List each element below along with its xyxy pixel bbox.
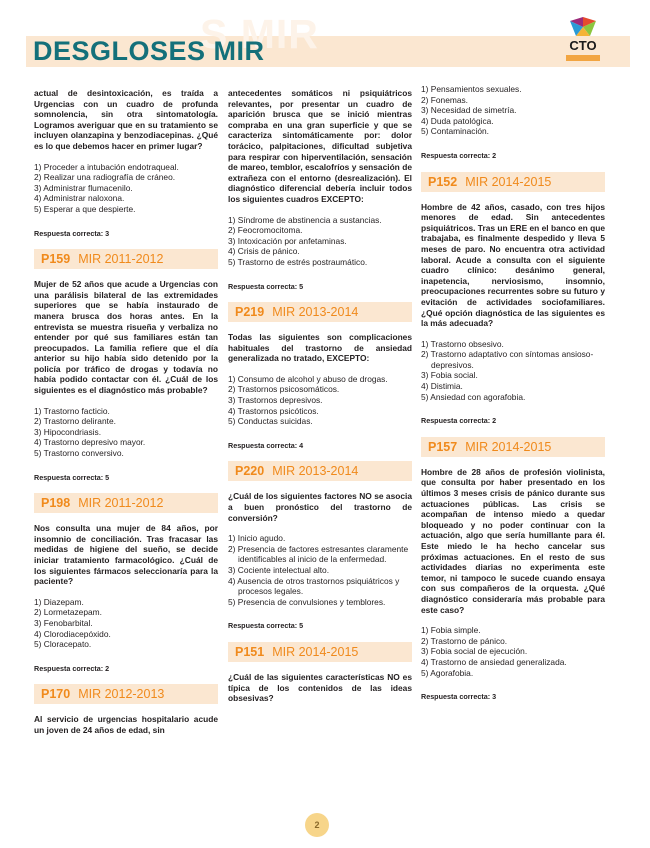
option: 2) Fonemas. [421,94,469,105]
option: 5) Presencia de convulsiones y temblores. [228,596,386,607]
question-header [421,437,605,457]
option: 5) Trastorno conversivo. [34,448,124,459]
question-number: P159 [41,252,71,267]
question-number: P220 [235,464,265,479]
question-text: ¿Cuál de los siguientes factores NO se asocia a buen pronóstico del trastorno de conversión? [228,491,412,523]
option: 5) Conductas suicidas. [228,416,313,427]
option: 2) Trastorno adaptativo con síntomas ansioso-depresivos. [421,349,594,370]
option: 4) Clorodiacepóxido. [34,628,111,639]
correct-answer: Respuesta correcta: 4 [228,440,304,450]
question-number: P170 [41,687,71,702]
option: 3) Trastornos depresivos. [228,395,323,406]
exam-year: MIR 2012-2013 [78,687,165,702]
option: 2) Trastornos psicosomáticos. [228,384,340,395]
option: 1) Diazepam. [34,596,84,607]
page-title: DESGLOSES MIR [33,36,265,66]
option: 4) Administrar naloxona. [34,193,125,204]
options-list [34,162,218,215]
column-3 [421,84,605,713]
correct-answer: Respuesta correcta: 2 [421,150,497,160]
option: 1) Síndrome de abstinencia a sustancias. [228,214,382,225]
option: 5) Agorafobia. [421,667,474,678]
options-list [228,215,412,268]
option: 5) Ansiedad con agorafobia. [421,391,526,402]
option: 5) Esperar a que despierte. [34,203,136,214]
options-list [421,339,605,403]
option: 1) Consumo de alcohol y abuso de drogas. [228,373,388,384]
correct-answer: Respuesta correcta: 3 [421,692,497,702]
correct-answer: Respuesta correcta: 5 [34,472,110,482]
question-text: Al servicio de urgencias hospitalario acude un joven de 24 años de edad, sin [34,714,218,735]
option: 2) Feocromocitoma. [228,225,303,236]
question-text: Hombre de 42 años, casado, con tres hijos menores de edad. Sin antecedentes psiquiátricos. Tras un ERE en el banco en que trabajaba, es finalmente despedido y lleva 5 meses de paro. No encuentra otra actividad laboral. Acude a consulta con el siguiente cuadro clínico: desánimo general, inapetencia, nerviosismo, insomnio, preocupaciones recurrentes sobre su futuro y evitación de actividades sociofamiliares. ¿Qué opción diagnóstica de las siguientes es la más adecuada? [421,201,605,329]
page-header [0,0,650,80]
column-1 [34,88,218,736]
question-header [34,493,218,513]
exam-year: MIR 2014-2015 [465,174,552,189]
correct-answer: Respuesta correcta: 2 [34,663,110,673]
option: 1) Proceder a intubación endotraqueal. [34,161,179,172]
option: 1) Pensamientos sexuales. [421,84,522,94]
question-number: P219 [235,305,265,320]
option: 4) Duda patológica. [421,115,494,126]
question-header [228,642,412,662]
option: 3) Cociente intelectual alto. [228,565,330,575]
question-header [228,302,412,322]
option: 2) Trastorno delirante. [34,416,116,427]
option: 1) Inicio agudo. [228,533,286,544]
question-number: P157 [428,439,458,454]
option: 4) Trastorno de ansiedad generalizada. [421,656,567,667]
question-text: antecedentes somáticos ni psiquiátricos relevantes, por presentar un cuadro de aparición brusca que se inició mientras compraba en una gran superficie y que se caracteriza sintomáticamente por: dolor torácico, palpitaciones, dificultad subjetiva para respirar con hiperventilación, sensación de mareo, temblor, escalofríos y sensación de extrañeza con el entorno (desrealización). El diagnóstico diferencial debería incluir todos los siguientes cuadros EXCEPTO: [228,88,412,204]
option: 5) Cloracepato. [34,639,92,650]
option: 3) Fobia social de ejecución. [421,646,528,657]
option: 2) Lormetazepam. [34,607,102,618]
options-list [228,374,412,427]
column-2 [228,88,412,704]
option: 4) Trastornos psicóticos. [228,405,319,416]
option: 4) Trastorno depresivo mayor. [34,437,146,448]
question-number: P198 [41,496,71,511]
question-header [34,249,218,269]
option: 4) Ausencia de otros trastornos psiquiátricos y procesos legales. [228,575,400,597]
options-list [421,84,605,137]
question-text: Hombre de 28 años de profesión violinista, que consulta por haber presentado en los últimos 3 meses crisis de pánico durante sus actuaciones públicas. Las crisis se acompañan de intenso miedo a quedar bloqueado y no poder continuar con la actuación, algo que sería humillante para él. Este miedo le ha hecho cancelar sus próximas actuaciones. En el resto de sus actividades diarias no experimenta este temor, ni tampoco le sucede cuando ensaya con sus compañeros de la orquesta. ¿Qué diagnóstico consideraría más probable para este caso? [421,466,605,615]
option: 5) Trastorno de estrés postraumático. [228,256,368,267]
option: 3) Administrar flumacenilo. [34,182,133,193]
question-header [421,172,605,192]
options-list [34,597,218,650]
question-text: ¿Cuál de las siguientes características NO es típica de los contenidos de las ideas obsesivas? [228,671,412,704]
cto-logo-icon [567,16,599,38]
options-list [34,406,218,459]
correct-answer: Respuesta correcta: 5 [228,281,304,291]
header-title-shadow: S MIR [200,11,319,57]
option: 3) Hipocondriasis. [34,426,102,437]
option: 3) Fenobarbital. [34,617,93,628]
exam-year: MIR 2013-2014 [272,305,359,320]
exam-year: MIR 2014-2015 [465,439,552,454]
exam-year: MIR 2014-2015 [272,644,359,659]
exam-year: MIR 2011-2012 [78,252,164,267]
page-number: 2 [305,813,329,837]
question-text: Nos consulta una mujer de 84 años, por insomnio de conciliación. Tras fracasar las medidas de higiene del sueño, se decide iniciar tratamiento farmacológico. ¿Cuál de los siguientes fármacos seleccionaría para la paciente? [34,523,218,587]
question-text: Mujer de 52 años que acude a Urgencias con una parálisis bilateral de las extremidades superiores que se había instaurado de manera brusca dos horas antes. En la entrevista se muestra risueña y verbaliza no entender por qué sus familiares están tan preocupados. La familia refiere que el día anterior su hijo había sido detenido por la policía por tráfico de drogas y todavía no había podido contactar con él. ¿Cuál de los siguientes es el diagnóstico más probable? [34,279,218,396]
cto-logo [561,16,605,62]
option: 3) Necesidad de simetría. [421,105,517,116]
option: 1) Trastorno obsesivo. [421,338,504,349]
option: 1) Trastorno facticio. [34,405,110,416]
question-header [228,461,412,481]
options-list [421,625,605,678]
option: 3) Intoxicación por anfetaminas. [228,235,347,246]
correct-answer: Respuesta correcta: 3 [34,228,110,238]
option: 5) Contaminación. [421,126,489,137]
question-text: Todas las siguientes son complicaciones habituales del trastorno de ansiedad generalizada no tratado, EXCEPTO: [228,332,412,364]
question-header [34,684,218,704]
options-list [228,533,412,607]
question-number: P152 [428,174,458,189]
question-number: P151 [235,644,265,659]
cto-logo-bar [566,55,600,61]
option: 2) Presencia de factores estresantes claramente identificables al inicio de la enfermedad. [228,543,409,565]
exam-year: MIR 2013-2014 [272,464,359,479]
option: 4) Distimia. [421,381,463,392]
option: 2) Realizar una radiografía de cráneo. [34,172,176,183]
question-text: actual de desintoxicación, es traída a Urgencias con un cuadro de profunda somnolencia, sin otra sintomatología. Logramos averiguar que en su tratamiento se incluyen olanzapina y benzodiacepinas. ¿Qué es lo que debemos hacer en primer lugar? [34,88,218,151]
option: 3) Fobia social. [421,370,478,381]
cto-logo-text: CTO [569,38,597,53]
option: 2) Trastorno de pánico. [421,635,508,646]
correct-answer: Respuesta correcta: 5 [228,621,304,631]
option: 4) Crisis de pánico. [228,246,300,257]
exam-year: MIR 2011-2012 [78,496,164,511]
option: 1) Fobia simple. [421,625,481,636]
correct-answer: Respuesta correcta: 2 [421,416,497,426]
